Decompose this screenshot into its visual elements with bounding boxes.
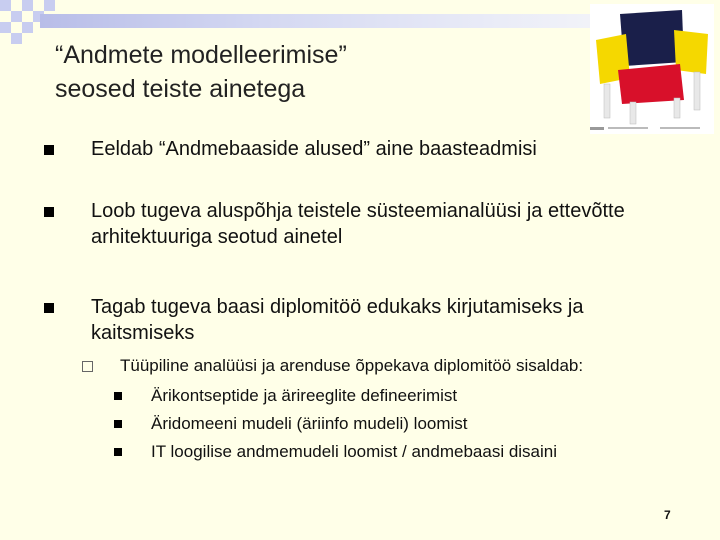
bullet-square-icon (44, 145, 54, 155)
sub-sub-bullet-text: IT loogilise andmemudeli loomist / andmebaasi disaini (151, 442, 558, 461)
page-number: 7 (664, 508, 671, 522)
chair-caption-lines (590, 126, 702, 132)
bullet-square-icon (114, 420, 122, 428)
bullet-square-icon (114, 448, 122, 456)
chair-photo (590, 4, 714, 134)
sub-bullet-text: Tüüpiline analüüsi ja arenduse õppekava diplomitöö sisaldab: (120, 356, 584, 375)
bullet-square-icon (44, 207, 54, 217)
bullet-square-icon (44, 303, 54, 313)
sub-sub-bullet-text: Ärikontseptide ja ärireeglite defineerimist (151, 386, 458, 405)
bullet-text: Tagab tugeva baasi diplomitöö edukaks kirjutamiseks ja kaitsmiseks (91, 296, 584, 344)
slide-title: “Andmete modelleerimise” seosed teiste ainetega (55, 41, 347, 103)
bullet-text: Eeldab “Andmebaaside alused” aine baasteadmisi (91, 138, 537, 160)
bullet-text: Loob tugeva aluspõhja teistele süsteemianalüüsi ja ettevõtte arhitektuuriga seotud ainetel (91, 200, 625, 248)
title-accent-band (40, 14, 600, 28)
bullet-square-icon (114, 392, 122, 400)
hollow-square-icon (82, 361, 93, 372)
sub-sub-bullet-text: Äridomeeni mudeli (äriinfo mudeli) loomist (151, 414, 468, 433)
chair-illustration (590, 4, 714, 134)
